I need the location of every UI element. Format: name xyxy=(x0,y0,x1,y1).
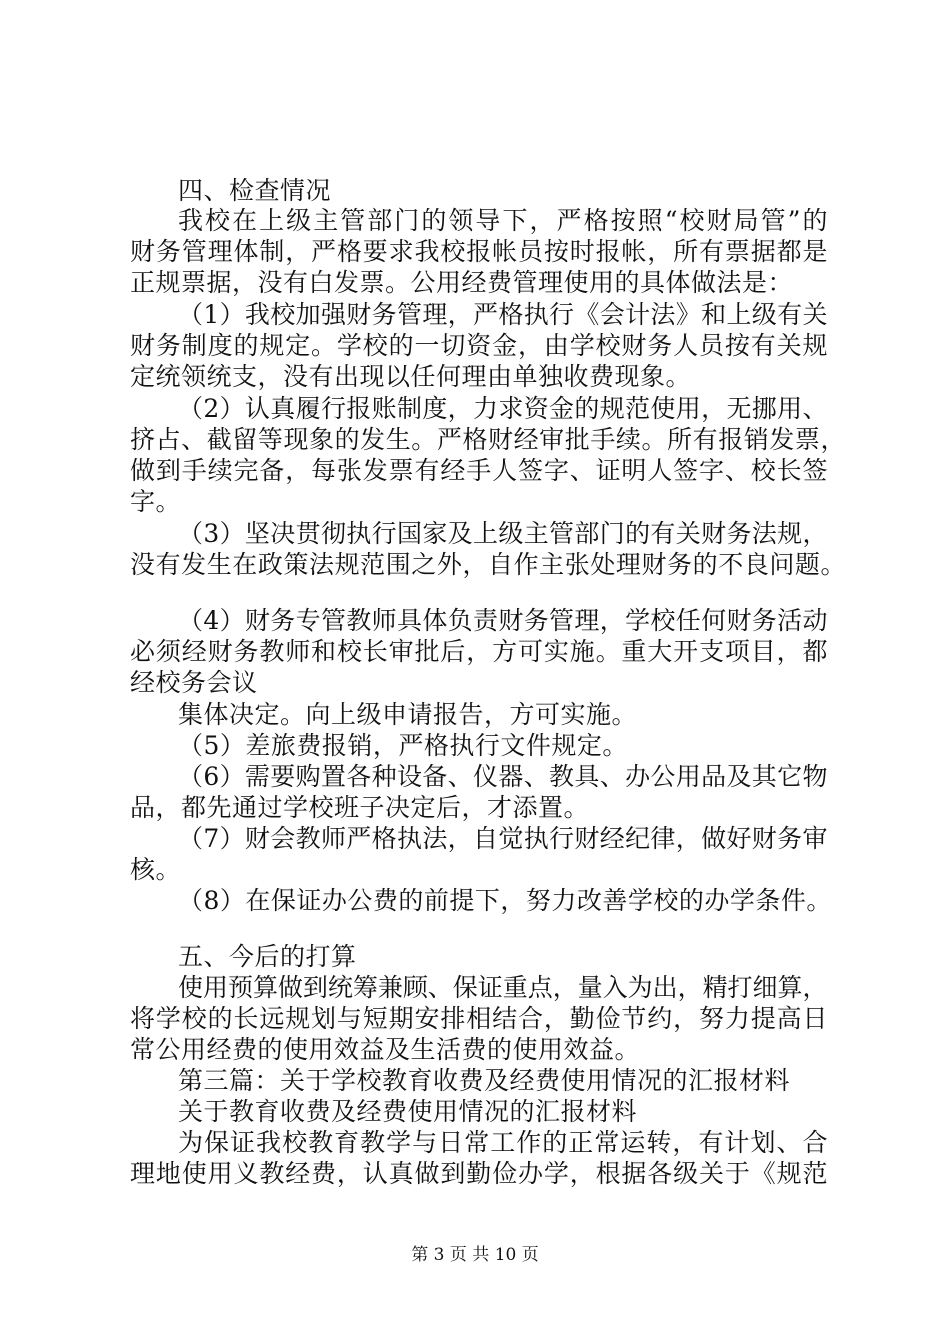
text-line: 字。 xyxy=(130,487,182,516)
text-line: 理地使用义教经费，认真做到勤俭办学，根据各级关于《规范 xyxy=(130,1159,829,1188)
text-line: 核。 xyxy=(130,855,182,884)
text-line: 我校在上级主管部门的领导下，严格按照“校财局管”的 xyxy=(178,206,830,235)
text-line: 财务制度的规定。学校的一切资金，由学校财务人员按有关规 xyxy=(130,331,829,360)
text-line: 经校务会议 xyxy=(130,668,258,697)
text-line: 正规票据，没有白发票。公用经费管理使用的具体做法是： xyxy=(130,268,794,297)
text-line: 将学校的长远规划与短期安排相结合，勤俭节约，努力提高日 xyxy=(130,1004,829,1033)
text-line: （2）认真履行报账制度，力求资金的规范使用，无挪用、 xyxy=(178,394,828,423)
text-line: 集体决定。向上级申请报告，方可实施。 xyxy=(178,700,638,729)
text-line: （8）在保证办公费的前提下，努力改善学校的办学条件。 xyxy=(178,886,832,915)
text-line: 做到手续完备，每张发票有经手人签字、证明人签字、校长签 xyxy=(130,456,829,485)
text-line: 第三篇：关于学校教育收费及经费使用情况的汇报材料 xyxy=(178,1066,791,1095)
text-line: （6）需要购置各种设备、仪器、教具、办公用品及其它物 xyxy=(178,762,828,791)
text-line: （1）我校加强财务管理，严格执行《会计法》和上级有关 xyxy=(178,300,828,329)
text-line: （5）差旅费报销，严格执行文件规定。 xyxy=(178,731,628,760)
text-line: 为保证我校教育教学与日常工作的正常运转，有计划、合 xyxy=(178,1128,829,1157)
text-line: （3）坚决贯彻执行国家及上级主管部门的有关财务法规， xyxy=(178,519,828,548)
text-line: 没有发生在政策法规范围之外，自作主张处理财务的不良问题。 xyxy=(130,550,847,579)
text-line: （4）财务专管教师具体负责财务管理，学校任何财务活动 xyxy=(178,606,828,635)
text-line: 常公用经费的使用效益及生活费的使用效益。 xyxy=(130,1035,641,1064)
page-footer: 第 3 页 共 10 页 xyxy=(411,1245,539,1265)
text-line: 四、检查情况 xyxy=(178,176,332,205)
text-line: （7）财会教师严格执法，自觉执行财经纪律，做好财务审 xyxy=(178,824,828,853)
text-line: 挤占、截留等现象的发生。严格财经审批手续。所有报销发票， xyxy=(130,425,847,454)
text-line: 品，都先通过学校班子决定后，才添置。 xyxy=(130,793,590,822)
text-line: 财务管理体制，严格要求我校报帐员按时报帐，所有票据都是 xyxy=(130,237,829,266)
text-line: 定统领统支，没有出现以任何理由单独收费现象。 xyxy=(130,362,692,391)
text-line: 必须经财务教师和校长审批后，方可实施。重大开支项目，都 xyxy=(130,637,829,666)
text-line: 使用预算做到统筹兼顾、保证重点，量入为出，精打细算， xyxy=(178,973,828,1002)
text-line: 关于教育收费及经费使用情况的汇报材料 xyxy=(178,1097,638,1126)
text-line: 五、今后的打算 xyxy=(178,942,357,971)
